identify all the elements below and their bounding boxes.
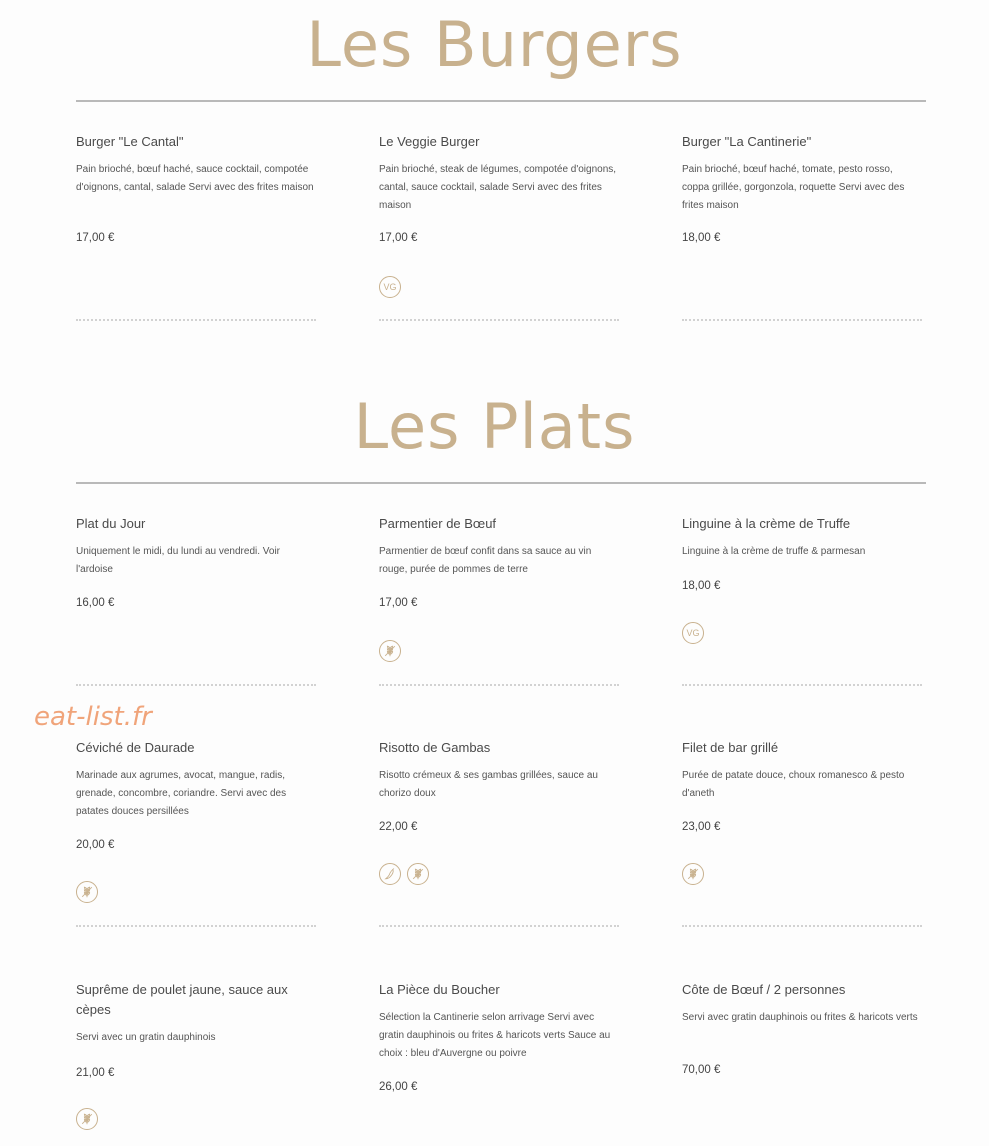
item-price: 26,00 € (379, 1081, 418, 1093)
dotted-separator (379, 684, 619, 686)
item-name: Plat du Jour (76, 516, 146, 531)
dotted-separator (76, 319, 316, 321)
vegetarian-badge: VG (379, 276, 401, 298)
menu-item (379, 132, 619, 292)
item-description: Pain brioché, bœuf haché, sauce cocktail, compotée d'oignons, cantal, salade Servi avec des frites maison (76, 164, 314, 193)
item-price: 21,00 € (76, 1067, 115, 1079)
gluten-free-icon (682, 863, 704, 885)
item-price: 17,00 € (379, 597, 418, 609)
dotted-separator (76, 684, 316, 686)
gluten-free-icon (76, 881, 98, 903)
item-name: Parmentier de Bœuf (379, 516, 497, 531)
item-price: 22,00 € (379, 821, 418, 833)
menu-item (76, 132, 316, 244)
item-name: Filet de bar grillé (682, 740, 779, 755)
dietary-badges (379, 863, 429, 885)
item-name: Le Veggie Burger (379, 134, 480, 149)
item-description: Uniquement le midi, du lundi au vendredi. Voir l'ardoise (76, 546, 281, 575)
section-divider (76, 100, 926, 102)
item-name: Burger "La Cantinerie" (682, 134, 812, 149)
item-name: Suprême de poulet jaune, sauce aux cèpes (76, 982, 288, 1017)
item-description: Pain brioché, bœuf haché, tomate, pesto rosso, coppa grillée, gorgonzola, roquette Servi avec des frites maison (682, 164, 905, 211)
item-description: Servi avec un gratin dauphinois (76, 1032, 216, 1043)
dietary-badges (682, 622, 704, 644)
dietary-badges (682, 863, 704, 885)
item-description: Linguine à la crème de truffe & parmesan (682, 546, 866, 557)
menu-item (682, 132, 922, 244)
dietary-badges (76, 1108, 98, 1130)
item-description: Marinade aux agrumes, avocat, mangue, radis, grenade, concombre, coriandre. Servi avec des patates douces persillées (76, 770, 287, 817)
gluten-free-icon (76, 1108, 98, 1130)
item-description: Sélection la Cantinerie selon arrivage Servi avec gratin dauphinois ou frites & haricots verts Sauce au choix : bleu d'Auvergne ou poivre (379, 1012, 611, 1059)
item-name: Céviché de Daurade (76, 740, 195, 755)
dietary-badges (76, 881, 98, 903)
item-price: 23,00 € (682, 821, 721, 833)
gluten-free-icon (407, 863, 429, 885)
menu-item (682, 514, 922, 638)
dotted-separator (682, 319, 922, 321)
item-name: Risotto de Gambas (379, 740, 491, 755)
dietary-badges (379, 276, 401, 298)
menu-item (379, 738, 619, 833)
item-name: Linguine à la crème de Truffe (682, 516, 851, 531)
item-price: 17,00 € (76, 232, 115, 244)
dotted-separator (379, 319, 619, 321)
menu-item (682, 738, 922, 833)
menu-item (76, 980, 316, 1079)
item-name: La Pièce du Boucher (379, 982, 500, 997)
dotted-separator (682, 925, 922, 927)
item-price: 18,00 € (682, 580, 721, 592)
menu-item (76, 738, 316, 851)
menu-item (76, 514, 316, 609)
chili-pepper-icon (379, 863, 401, 885)
menu-item (379, 980, 619, 1093)
item-price: 17,00 € (379, 232, 418, 244)
item-description: Servi avec gratin dauphinois ou frites & haricots verts (682, 1012, 918, 1023)
section-title-plats: Les Plats (353, 390, 636, 463)
item-description: Risotto crémeux & ses gambas grillées, sauce au chorizo doux (379, 770, 598, 799)
dotted-separator (682, 684, 922, 686)
item-price: 70,00 € (682, 1064, 721, 1076)
menu-item (682, 980, 922, 1076)
vegetarian-badge: VG (682, 622, 704, 644)
section-title-burgers: Les Burgers (306, 8, 683, 81)
gluten-free-icon (379, 640, 401, 662)
item-price: 20,00 € (76, 839, 115, 851)
item-description: Pain brioché, steak de légumes, compotée d'oignons, cantal, sauce cocktail, salade Servi avec des frites maison (379, 164, 617, 211)
item-price: 16,00 € (76, 597, 115, 609)
watermark: eat-list.fr (34, 702, 152, 732)
item-price: 18,00 € (682, 232, 721, 244)
item-name: Côte de Bœuf / 2 personnes (682, 982, 846, 997)
dietary-badges (379, 640, 401, 662)
dotted-separator (379, 925, 619, 927)
menu-item (379, 514, 619, 609)
dotted-separator (76, 925, 316, 927)
section-divider (76, 482, 926, 484)
item-description: Purée de patate douce, choux romanesco & pesto d'aneth (682, 770, 905, 799)
item-description: Parmentier de bœuf confit dans sa sauce au vin rouge, purée de pommes de terre (379, 546, 592, 575)
item-name: Burger "Le Cantal" (76, 134, 184, 149)
